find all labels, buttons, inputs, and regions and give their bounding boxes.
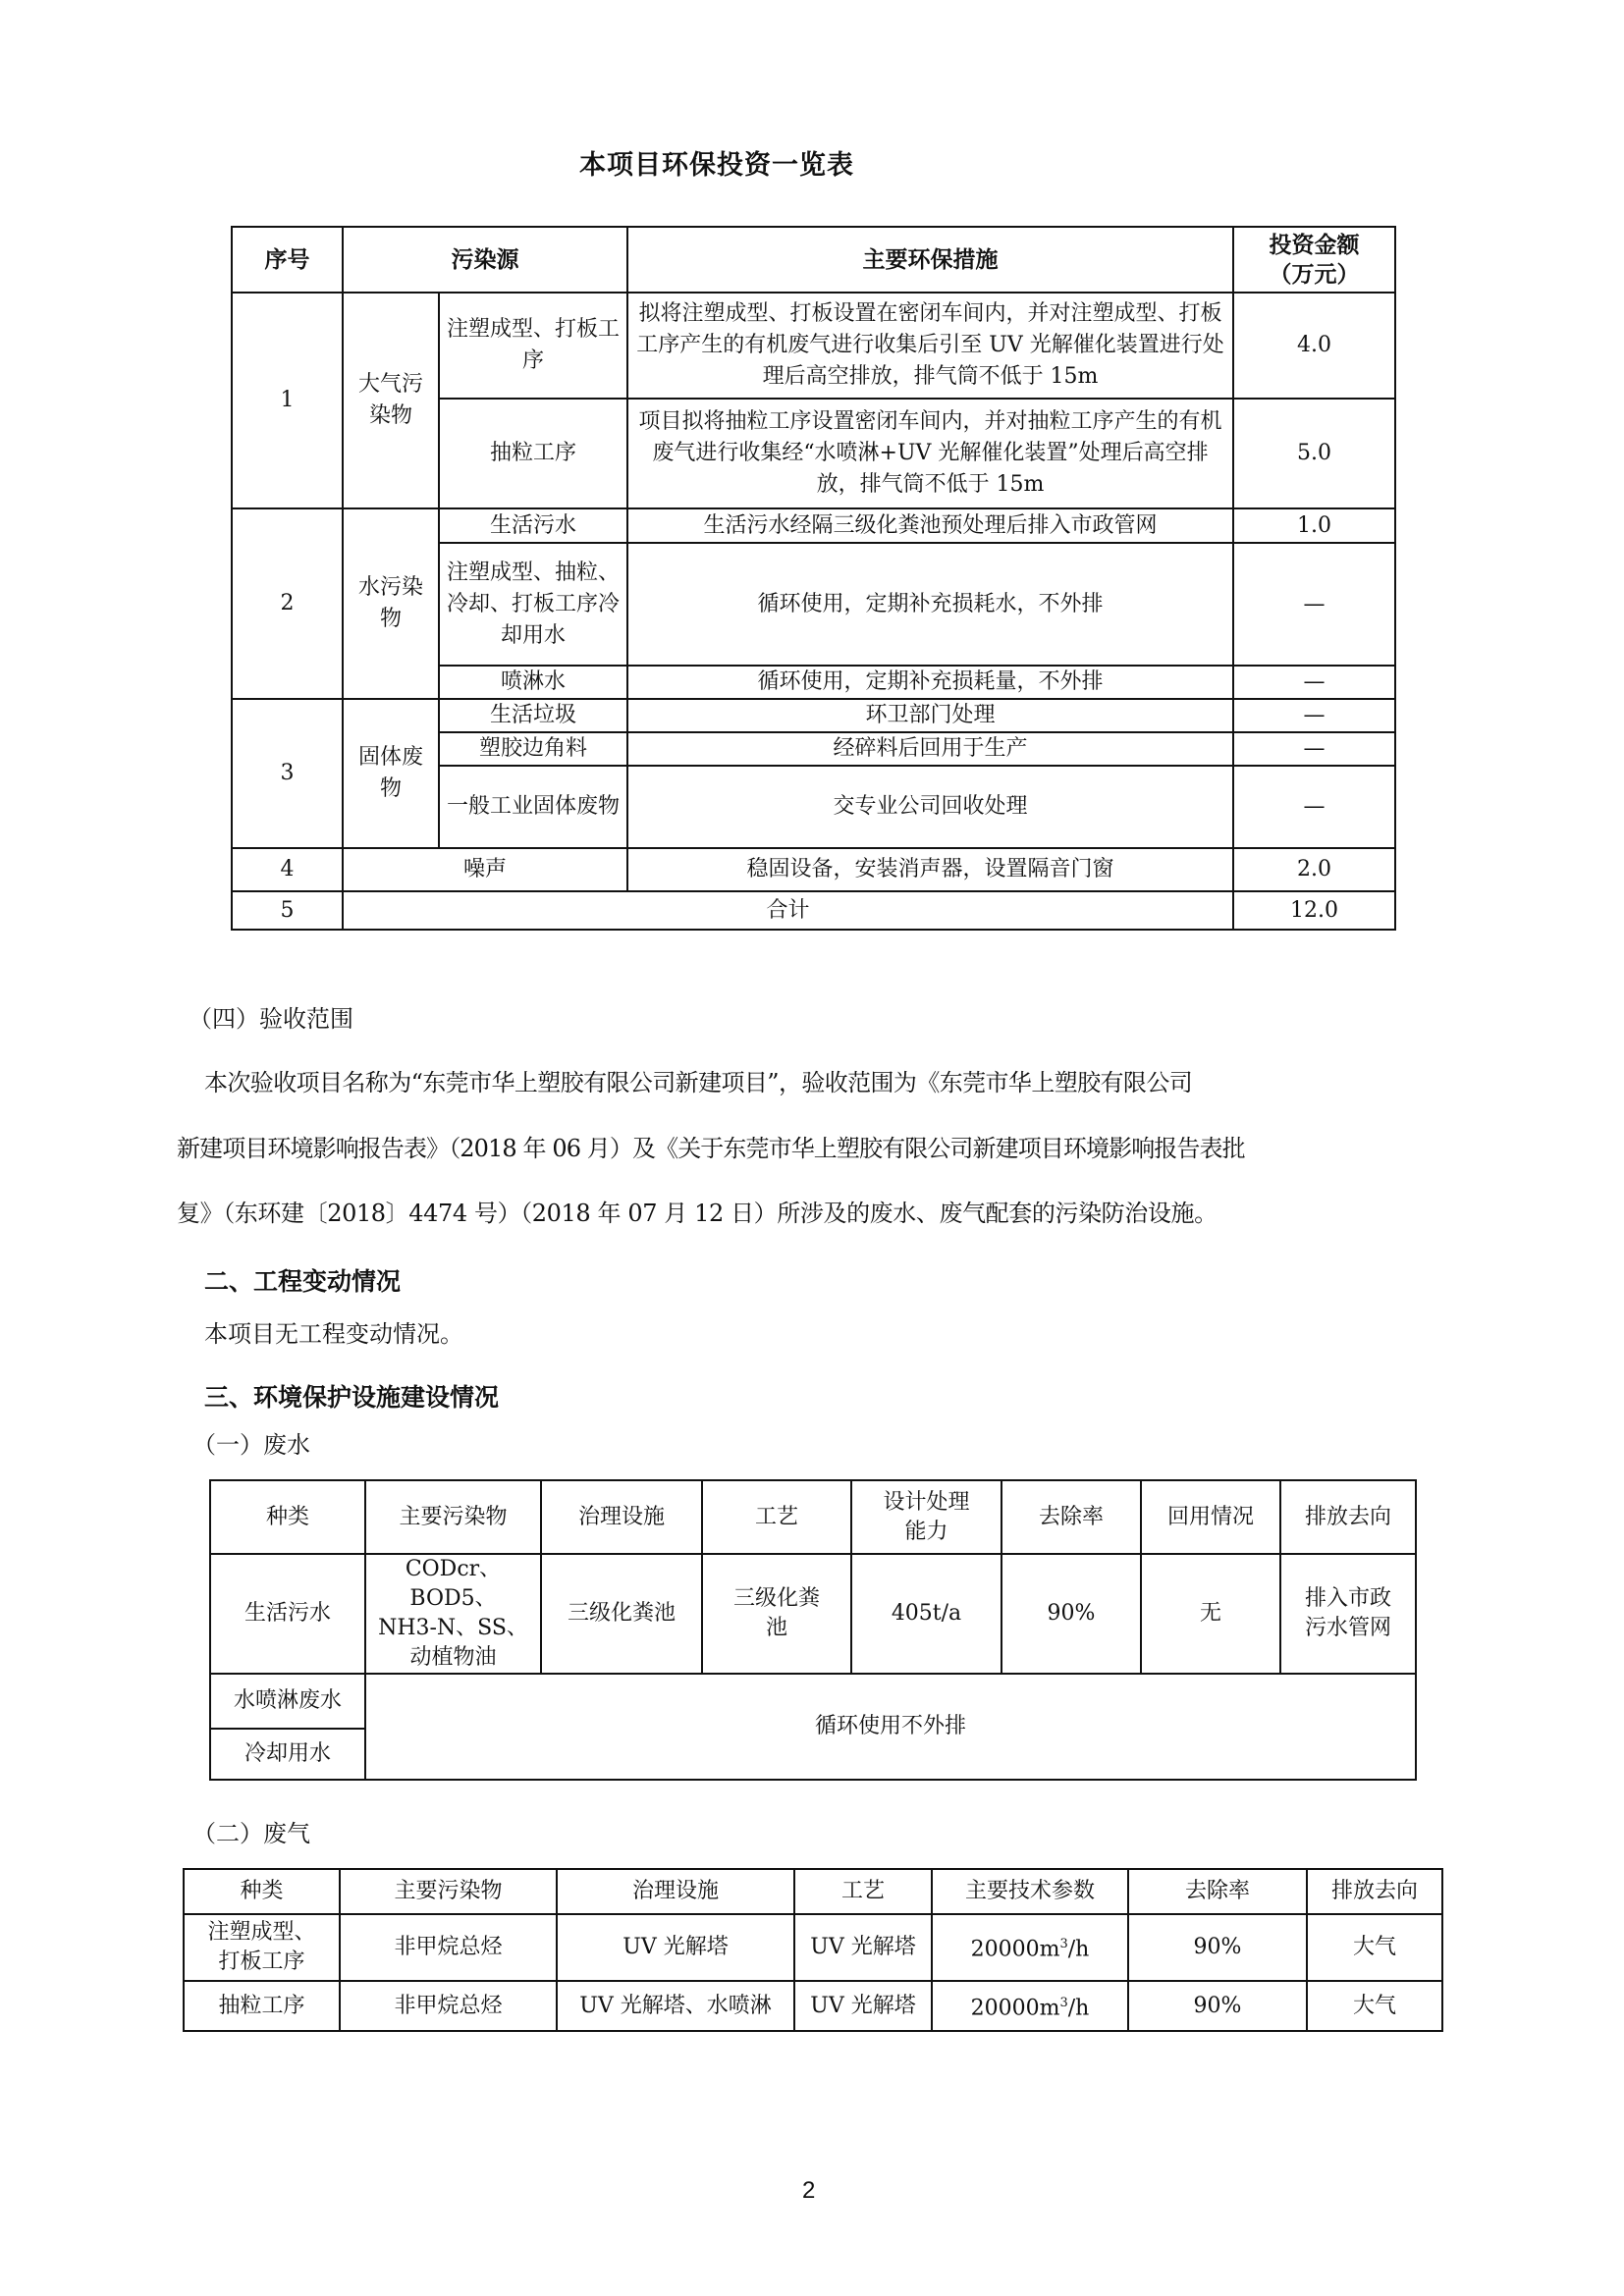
- change-text: 本项目无工程变动情况。: [204, 1320, 463, 1348]
- scope-paragraph-line3: 复》（东环建〔2018〕4474 号）（2018 年 07 月 12 日）所涉及的废水、废气配套的污染防治设施。: [177, 1200, 1218, 1227]
- investment-table-title: 本项目环保投资一览表: [579, 150, 854, 181]
- row-source: 生活污水: [439, 508, 627, 543]
- total-amount: 12.0: [1233, 891, 1395, 930]
- cell-discharge: 大气: [1307, 1981, 1442, 2031]
- header-facility: 治理设施: [541, 1480, 702, 1554]
- row-amount: —: [1233, 732, 1395, 766]
- scope-heading: （四）验收范围: [189, 1005, 353, 1033]
- header-amount-line1: 投资金额: [1269, 232, 1360, 258]
- row-measure: 项目拟将抽粒工序设置密闭车间内，并对抽粒工序产生的有机废气进行收集经“水喷淋+UV 光解催化装置”处理后高空排放，排气筒不低于 15m: [627, 399, 1233, 508]
- pollutants-line3: 动植物油: [409, 1645, 497, 1670]
- header-removal: 去除率: [1128, 1869, 1307, 1914]
- cell-process: UV 光解塔: [794, 1981, 932, 2031]
- row-amount: 4.0: [1233, 293, 1395, 399]
- row-measure: 稳固设备，安装消声器，设置隔音门窗: [627, 848, 1233, 891]
- row-source: 塑胶边角料: [439, 732, 627, 766]
- header-facility: 治理设施: [557, 1869, 794, 1914]
- table-row: [184, 1914, 1442, 1981]
- header-pollutants: 主要污染物: [365, 1480, 541, 1554]
- header-discharge: 排放去向: [1307, 1869, 1442, 1914]
- cell-param: [932, 1914, 1128, 1981]
- cell-pollutant: 非甲烷总烃: [340, 1914, 557, 1981]
- row-measure: 经碎料后回用于生产: [627, 732, 1233, 766]
- header-capacity: [851, 1480, 1001, 1554]
- table-header-row: [210, 1480, 1416, 1554]
- row-no: 5: [232, 891, 343, 930]
- table-header-row: [184, 1869, 1442, 1914]
- param-value: 20000m: [970, 1937, 1060, 1962]
- cell-removal: 90%: [1128, 1914, 1307, 1981]
- cell-type: 生活污水: [210, 1554, 365, 1674]
- row-amount: 1.0: [1233, 508, 1395, 543]
- pollutants-line1: CODcr、BOD5、: [405, 1557, 502, 1611]
- row-source: 一般工业固体废物: [439, 766, 627, 848]
- cell-capacity: 405t/a: [851, 1554, 1001, 1674]
- header-reuse: 回用情况: [1141, 1480, 1280, 1554]
- header-process: 工艺: [702, 1480, 851, 1554]
- row-category: 水污染物: [343, 508, 439, 699]
- process-line1: 三级化粪: [732, 1586, 820, 1611]
- cell-discharge: [1280, 1554, 1416, 1674]
- table-row: [184, 1981, 1442, 2031]
- cell-pollutants: [365, 1554, 541, 1674]
- row-measure: 交专业公司回收处理: [627, 766, 1233, 848]
- row-no: 1: [232, 293, 343, 508]
- table-row: [232, 699, 1395, 732]
- header-capacity-line2: 能力: [904, 1519, 948, 1544]
- table-row: [232, 508, 1395, 543]
- row-measure: 生活污水经隔三级化粪池预处理后排入市政管网: [627, 508, 1233, 543]
- row-measure: 拟将注塑成型、打板设置在密闭车间内，并对注塑成型、打板工序产生的有机废气进行收集后引至 UV 光解催化装置进行处理后高空排放，排气筒不低于 15m: [627, 293, 1233, 399]
- row-source: 注塑成型、抽粒、冷却、打板工序冷却用水: [439, 543, 627, 666]
- table-row: [210, 1674, 1416, 1729]
- table-row: [232, 293, 1395, 399]
- row-source: 抽粒工序: [439, 399, 627, 508]
- waste-gas-table: [183, 1868, 1443, 2032]
- cell-type: [184, 1914, 340, 1981]
- cell-type: 抽粒工序: [184, 1981, 340, 2031]
- table-row: [210, 1554, 1416, 1674]
- cell-pollutant: 非甲烷总烃: [340, 1981, 557, 2031]
- row-no: 3: [232, 699, 343, 848]
- row-source: 噪声: [343, 848, 627, 891]
- investment-table: [231, 226, 1396, 931]
- type-line2: 打板工序: [218, 1949, 305, 1974]
- table-header-row: [232, 227, 1395, 293]
- total-label: 合计: [343, 891, 1233, 930]
- page-number: 2: [802, 2177, 816, 2204]
- cell-removal: 90%: [1001, 1554, 1141, 1674]
- header-amount: [1233, 227, 1395, 293]
- cell-type: 冷却用水: [210, 1729, 365, 1780]
- wastewater-table: [209, 1479, 1417, 1781]
- pollutants-line2: NH3-N、SS、: [378, 1616, 528, 1640]
- discharge-line1: 排入市政: [1304, 1586, 1391, 1611]
- row-source: 生活垃圾: [439, 699, 627, 732]
- header-measures: 主要环保措施: [627, 227, 1233, 293]
- row-source: 喷淋水: [439, 666, 627, 699]
- header-pollutant: 主要污染物: [340, 1869, 557, 1914]
- header-capacity-line1: 设计处理: [883, 1489, 970, 1515]
- scope-paragraph-line1: 本次验收项目名称为“东莞市华上塑胶有限公司新建项目”，验收范围为《东莞市华上塑胶有限公司: [204, 1069, 1193, 1096]
- header-type: 种类: [210, 1480, 365, 1554]
- header-no: 序号: [232, 227, 343, 293]
- row-measure: 循环使用，定期补充损耗水，不外排: [627, 543, 1233, 666]
- row-category: 大气污染物: [343, 293, 439, 508]
- process-line2: 池: [765, 1616, 787, 1640]
- header-removal: 去除率: [1001, 1480, 1141, 1554]
- change-heading: 二、工程变动情况: [204, 1267, 402, 1296]
- param-unit: /h: [1067, 1996, 1090, 2021]
- wastewater-heading: （一）废水: [192, 1431, 310, 1459]
- row-measure: 循环使用，定期补充损耗量，不外排: [627, 666, 1233, 699]
- row-amount: —: [1233, 666, 1395, 699]
- header-amount-line2: （万元）: [1269, 261, 1360, 288]
- param-value: 20000m: [970, 1996, 1060, 2021]
- param-sup: 3: [1059, 1937, 1068, 1952]
- row-amount: —: [1233, 699, 1395, 732]
- header-discharge: 排放去向: [1280, 1480, 1416, 1554]
- header-process: 工艺: [794, 1869, 932, 1914]
- row-no: 4: [232, 848, 343, 891]
- cell-type: 水喷淋废水: [210, 1674, 365, 1729]
- type-line1: 注塑成型、: [207, 1920, 316, 1945]
- header-source: 污染源: [343, 227, 627, 293]
- cell-process: [702, 1554, 851, 1674]
- row-amount: —: [1233, 543, 1395, 666]
- header-type: 种类: [184, 1869, 340, 1914]
- row-amount: 2.0: [1233, 848, 1395, 891]
- row-amount: —: [1233, 766, 1395, 848]
- cell-removal: 90%: [1128, 1981, 1307, 2031]
- discharge-line2: 污水管网: [1304, 1616, 1391, 1640]
- waste-gas-heading: （二）废气: [192, 1820, 310, 1847]
- cell-facility: UV 光解塔: [557, 1914, 794, 1981]
- cell-discharge: 大气: [1307, 1914, 1442, 1981]
- cell-facility: UV 光解塔、水喷淋: [557, 1981, 794, 2031]
- scope-paragraph-line2: 新建项目环境影响报告表》（2018 年 06 月）及《关于东莞市华上塑胶有限公司新建项目环境影响报告表批: [177, 1135, 1245, 1162]
- cell-param: [932, 1981, 1128, 2031]
- facilities-heading: 三、环境保护设施建设情况: [204, 1383, 500, 1412]
- param-unit: /h: [1067, 1937, 1090, 1962]
- row-no: 2: [232, 508, 343, 699]
- row-source: 注塑成型、打板工序: [439, 293, 627, 399]
- cell-process: UV 光解塔: [794, 1914, 932, 1981]
- cell-facility: 三级化粪池: [541, 1554, 702, 1674]
- row-measure: 环卫部门处理: [627, 699, 1233, 732]
- table-row-total: [232, 891, 1395, 930]
- row-category: 固体废物: [343, 699, 439, 848]
- cell-reuse: 无: [1141, 1554, 1280, 1674]
- param-sup: 3: [1059, 1995, 1068, 2010]
- table-row-noise: [232, 848, 1395, 891]
- cell-merged-note: 循环使用不外排: [365, 1674, 1416, 1780]
- header-param: 主要技术参数: [932, 1869, 1128, 1914]
- row-amount: 5.0: [1233, 399, 1395, 508]
